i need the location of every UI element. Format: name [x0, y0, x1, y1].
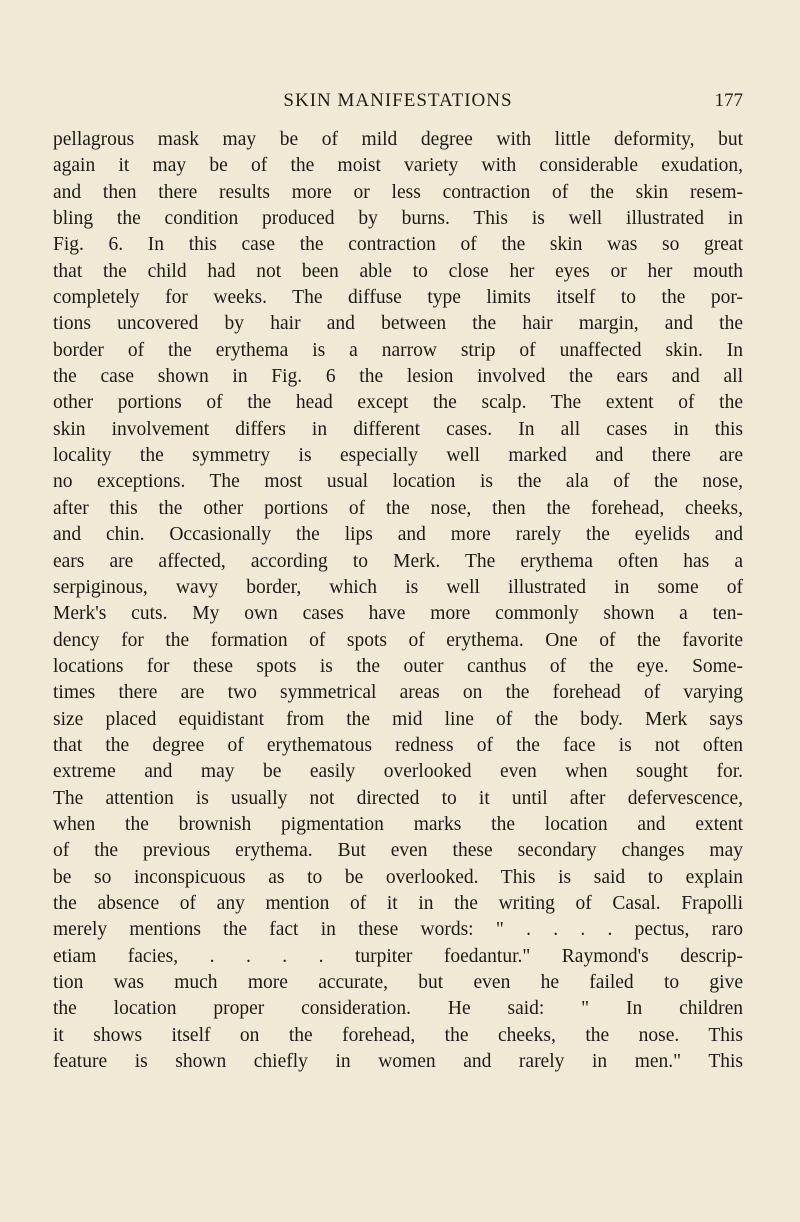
text-line: no exceptions. The most usual location is the ala of the nose,	[53, 471, 743, 493]
text-line: Fig. 6. In this case the contraction of the skin was so great	[53, 234, 743, 256]
text-line: that the child had not been able to close her eyes or her mouth	[53, 260, 743, 282]
text-line: the absence of any mention of it in the writing of Casal. Frapolli	[53, 892, 743, 914]
text-line: merely mentions the fact in these words: " . . . . pectus, raro	[53, 919, 743, 941]
text-line: completely for weeks. The diffuse type limits itself to the por-	[53, 287, 743, 309]
text-line: other portions of the head except the scalp. The extent of the	[53, 392, 743, 414]
body-text	[53, 127, 743, 1075]
text-line: pellagrous mask may be of mild degree with little deformity, but	[53, 129, 743, 150]
text-line: the location proper consideration. He said: " In children	[53, 998, 743, 1020]
text-line: serpiginous, wavy border, which is well illustrated in some of	[53, 576, 743, 598]
text-line: ears are affected, according to Merk. The erythema often has a	[53, 550, 743, 572]
page-number: 177	[714, 90, 743, 111]
text-line: and chin. Occasionally the lips and more rarely the eyelids and	[53, 524, 743, 546]
text-line: that the degree of erythematous redness of the face is not often	[53, 734, 743, 756]
text-line: The attention is usually not directed to it until after defervescence,	[53, 787, 743, 809]
text-line: be so inconspicuous as to be overlooked. This is said to explain	[53, 866, 743, 888]
running-title: SKIN MANIFESTATIONS	[283, 90, 513, 111]
text-line: and then there results more or less contraction of the skin resem-	[53, 181, 743, 203]
text-line: times there are two symmetrical areas on the forehead of varying	[53, 682, 743, 704]
text-line: of the previous erythema. But even these secondary changes may	[53, 840, 743, 862]
text-line: extreme and may be easily overlooked even when sought for.	[53, 761, 743, 783]
running-head	[53, 90, 743, 114]
text-line: tions uncovered by hair and between the hair margin, and the	[53, 313, 743, 335]
text-line: locality the symmetry is especially well marked and there are	[53, 445, 743, 467]
text-line: etiam facies, . . . . turpiter foedantur." Raymond's descrip-	[53, 945, 743, 967]
text-line: skin involvement differs in different cases. In all cases in this	[53, 418, 743, 440]
text-line: tion was much more accurate, but even he failed to give	[53, 972, 743, 993]
text-line: when the brownish pigmentation marks the location and extent	[53, 813, 743, 835]
text-line: bling the condition produced by burns. This is well illustrated in	[53, 208, 743, 230]
text-line: locations for these spots is the outer canthus of the eye. Some-	[53, 655, 743, 677]
text-line: dency for the formation of spots of erythema. One of the favorite	[53, 629, 743, 651]
text-line: size placed equidistant from the mid line of the body. Merk says	[53, 708, 743, 730]
text-line: the case shown in Fig. 6 the lesion involved the ears and all	[53, 366, 743, 388]
text-line: it shows itself on the forehead, the cheeks, the nose. This	[53, 1024, 743, 1046]
text-line: feature is shown chiefly in women and rarely in men." This	[53, 1051, 743, 1073]
text-line: again it may be of the moist variety with considerable exudation,	[53, 155, 743, 177]
text-line: Merk's cuts. My own cases have more commonly shown a ten-	[53, 603, 743, 625]
text-line: border of the erythema is a narrow strip of unaffected skin. In	[53, 339, 743, 361]
text-line: after this the other portions of the nose, then the forehead, cheeks,	[53, 497, 743, 519]
